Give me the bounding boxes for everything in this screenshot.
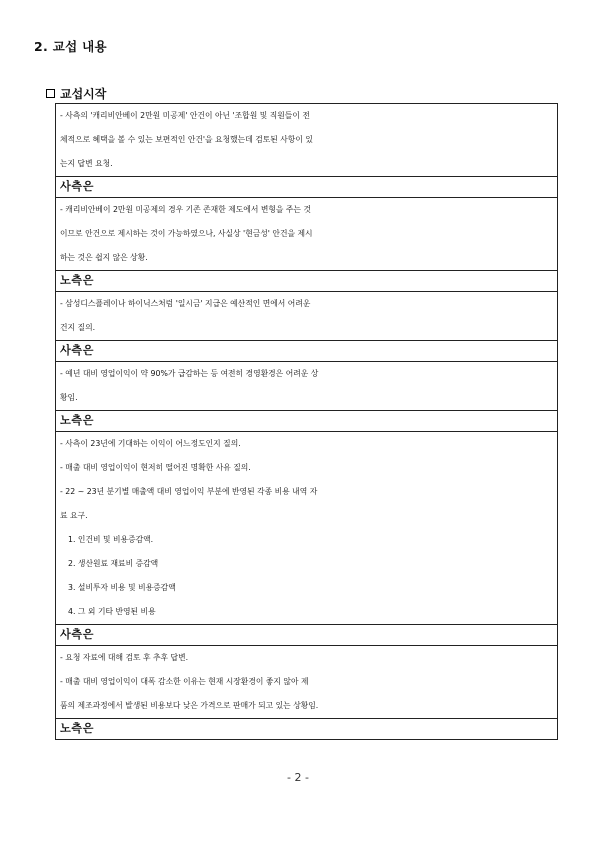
content-line: - 사측의 '캐리비안베이 2만원 미공제' 안건이 아닌 '조합원 및 직원들이 전 xyxy=(60,111,310,120)
speaker-label: 사측은 xyxy=(60,628,94,641)
content-line: 품의 제조과정에서 발생된 비용보다 낮은 가격으로 판매가 되고 있는 상황임. xyxy=(60,701,319,710)
content-cell xyxy=(56,362,558,411)
list-item: 2. 생산원료 재료비 증감액 xyxy=(68,559,159,568)
list-item: 4. 그 외 기타 반영된 비용 xyxy=(68,607,156,616)
speaker-row xyxy=(56,719,558,740)
subsection-label: 교섭시작 xyxy=(60,87,107,101)
content-line: - 매출 대비 영업이익이 대폭 감소한 이유는 현재 시장환경이 좋지 않아 제 xyxy=(60,677,309,686)
speaker-label-cell xyxy=(56,341,558,362)
content-row xyxy=(56,646,558,719)
speaker-label: 사측은 xyxy=(60,180,94,193)
content-cell xyxy=(56,292,558,341)
minutes-table-body xyxy=(56,104,558,740)
content-row xyxy=(56,292,558,341)
content-line: 는지 답변 요청. xyxy=(60,159,113,168)
speaker-label: 노측은 xyxy=(60,274,94,287)
speaker-label: 사측은 xyxy=(60,344,94,357)
section-title: 2. 교섭 내용 xyxy=(34,39,107,54)
content-cell xyxy=(56,646,558,719)
content-line: - 삼성디스플레이나 하이닉스처럼 '일시금' 지급은 예산적인 면에서 어려운 xyxy=(60,299,311,308)
list-item: 1. 인건비 및 비용증감액. xyxy=(68,535,154,544)
content-row xyxy=(56,198,558,271)
content-line: 료 요구. xyxy=(60,511,88,520)
speaker-row xyxy=(56,625,558,646)
content-cell xyxy=(56,104,558,177)
speaker-row xyxy=(56,271,558,292)
speaker-label-cell xyxy=(56,411,558,432)
speaker-row xyxy=(56,341,558,362)
speaker-label-cell xyxy=(56,177,558,198)
minutes-table xyxy=(55,103,558,740)
content-line: 하는 것은 쉽지 않은 상황. xyxy=(60,253,148,262)
checkbox-icon xyxy=(46,89,55,98)
content-line: - 22 ~ 23년 분기별 매출액 대비 영업이익 부분에 반영된 각종 비용 내역 자 xyxy=(60,487,318,496)
content-line: - 사측이 23년에 기대하는 이익이 어느정도인지 질의. xyxy=(60,439,241,448)
list-item: 3. 설비투자 비용 및 비용증감액 xyxy=(68,583,176,592)
speaker-label-cell xyxy=(56,719,558,740)
content-cell xyxy=(56,198,558,271)
speaker-label-cell xyxy=(56,625,558,646)
content-line: - 캐리비안베이 2만원 미공제의 경우 기존 존재한 제도에서 변형을 주는 것 xyxy=(60,205,311,214)
speaker-label: 노측은 xyxy=(60,414,94,427)
content-line: 건지 질의. xyxy=(60,323,96,332)
content-line: - 예년 대비 영업이익이 약 90%가 급감하는 등 여전히 경영환경은 어려운 상 xyxy=(60,369,319,378)
speaker-label: 노측은 xyxy=(60,722,94,735)
content-line: 황임. xyxy=(60,393,78,402)
content-line: - 매출 대비 영업이익이 현저히 떨어진 명확한 사유 질의. xyxy=(60,463,251,472)
speaker-row xyxy=(56,411,558,432)
content-cell xyxy=(56,432,558,625)
content-line: 이므로 안건으로 제시하는 것이 가능하였으나, 사실상 '현금성' 안건을 제시 xyxy=(60,229,313,238)
content-line: 체적으로 혜택을 볼 수 있는 보편적인 안건'을 요청했는데 검토된 사항이 있 xyxy=(60,135,313,144)
content-row xyxy=(56,104,558,177)
content-line: - 요청 자료에 대해 검토 후 추후 답변. xyxy=(60,653,189,662)
content-row xyxy=(56,362,558,411)
content-row xyxy=(56,432,558,625)
speaker-label-cell xyxy=(56,271,558,292)
speaker-row xyxy=(56,177,558,198)
subsection-heading xyxy=(46,85,106,102)
page-number: - 2 - xyxy=(287,771,309,784)
